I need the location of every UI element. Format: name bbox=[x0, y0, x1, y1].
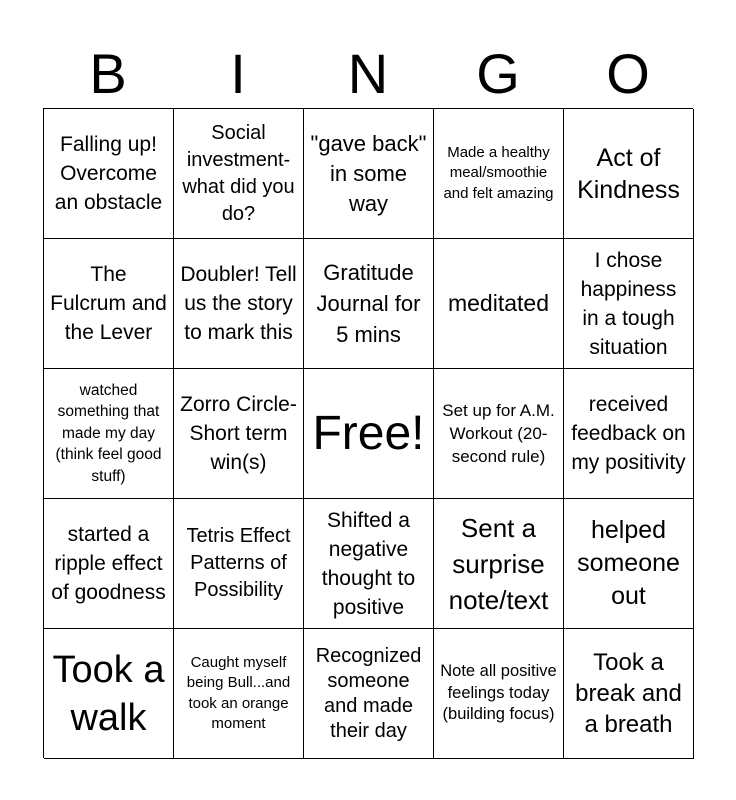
cell-text: received feedback on my positivity bbox=[571, 393, 686, 474]
cell-text: Caught myself being Bull...and took an orange moment bbox=[186, 653, 291, 732]
bingo-board bbox=[43, 108, 693, 758]
header-letter-o: O bbox=[606, 42, 650, 105]
cell-text: watched something that made my day (think feel good stuff) bbox=[55, 381, 162, 485]
bingo-cell-r4-c4[interactable] bbox=[434, 499, 564, 629]
bingo-cell-r3-c1[interactable] bbox=[44, 369, 174, 499]
bingo-cell-r1-c4[interactable] bbox=[434, 109, 564, 239]
bingo-cell-free[interactable] bbox=[304, 369, 434, 499]
bingo-cell-r4-c2[interactable] bbox=[174, 499, 304, 629]
bingo-cell-r1-c2[interactable] bbox=[174, 109, 304, 239]
bingo-cell-r5-c2[interactable] bbox=[174, 629, 304, 759]
cell-text: Zorro Circle- Short term win(s) bbox=[180, 393, 297, 474]
cell-text: Doubler! Tell us the story to mark this bbox=[180, 263, 297, 344]
cell-text: helped someone out bbox=[577, 516, 680, 610]
cell-text: started a ripple effect of goodness bbox=[51, 523, 166, 604]
cell-text: Falling up! Overcome an obstacle bbox=[54, 133, 163, 214]
cell-text: Note all positive feelings today (building focus) bbox=[440, 662, 557, 724]
bingo-cell-r3-c5[interactable] bbox=[564, 369, 694, 499]
bingo-cell-r2-c5[interactable] bbox=[564, 239, 694, 369]
bingo-cell-r2-c3[interactable] bbox=[304, 239, 434, 369]
cell-text: Took a walk bbox=[52, 648, 165, 739]
cell-text: Took a break and a breath bbox=[575, 649, 682, 738]
bingo-cell-r4-c3[interactable] bbox=[304, 499, 434, 629]
bingo-cell-r5-c4[interactable] bbox=[434, 629, 564, 759]
bingo-cell-r1-c5[interactable] bbox=[564, 109, 694, 239]
header-letter-g: G bbox=[476, 42, 520, 105]
cell-text: Tetris Effect Patterns of Possibility bbox=[186, 525, 291, 601]
bingo-cell-r2-c4[interactable] bbox=[434, 239, 564, 369]
cell-text: meditated bbox=[447, 290, 549, 316]
cell-text: Set up for A.M. Workout (20-second rule) bbox=[442, 401, 555, 466]
bingo-cell-r3-c4[interactable] bbox=[434, 369, 564, 499]
cell-text: Recognized someone and made their day bbox=[315, 644, 422, 742]
cell-text: Sent a surprise note/text bbox=[448, 512, 549, 615]
bingo-cell-r4-c1[interactable] bbox=[44, 499, 174, 629]
bingo-cell-r3-c2[interactable] bbox=[174, 369, 304, 499]
bingo-cell-r2-c2[interactable] bbox=[174, 239, 304, 369]
cell-text: "gave back" in some way bbox=[310, 130, 427, 216]
bingo-cell-r5-c3[interactable] bbox=[304, 629, 434, 759]
bingo-cell-r4-c5[interactable] bbox=[564, 499, 694, 629]
header-letter-n: N bbox=[347, 42, 389, 105]
bingo-cell-r1-c3[interactable] bbox=[304, 109, 434, 239]
free-space-text: Free! bbox=[312, 406, 425, 460]
bingo-header bbox=[43, 40, 693, 108]
cell-text: I chose happiness in a tough situation bbox=[580, 248, 677, 359]
cell-text: Social investment- what did you do? bbox=[182, 121, 295, 225]
header-letter-b: B bbox=[89, 42, 127, 105]
cell-text: The Fulcrum and the Lever bbox=[50, 263, 167, 344]
bingo-cell-r5-c1[interactable] bbox=[44, 629, 174, 759]
cell-text: Shifted a negative thought to positive bbox=[321, 508, 416, 619]
bingo-cell-r5-c5[interactable] bbox=[564, 629, 694, 759]
header-letter-i: I bbox=[230, 42, 246, 105]
cell-text: Gratitude Journal for 5 mins bbox=[316, 260, 421, 347]
cell-text: Act of Kindness bbox=[577, 143, 680, 204]
bingo-cell-r1-c1[interactable] bbox=[44, 109, 174, 239]
cell-text: Made a healthy meal/smoothie and felt amazing bbox=[443, 143, 554, 202]
bingo-cell-r2-c1[interactable] bbox=[44, 239, 174, 369]
